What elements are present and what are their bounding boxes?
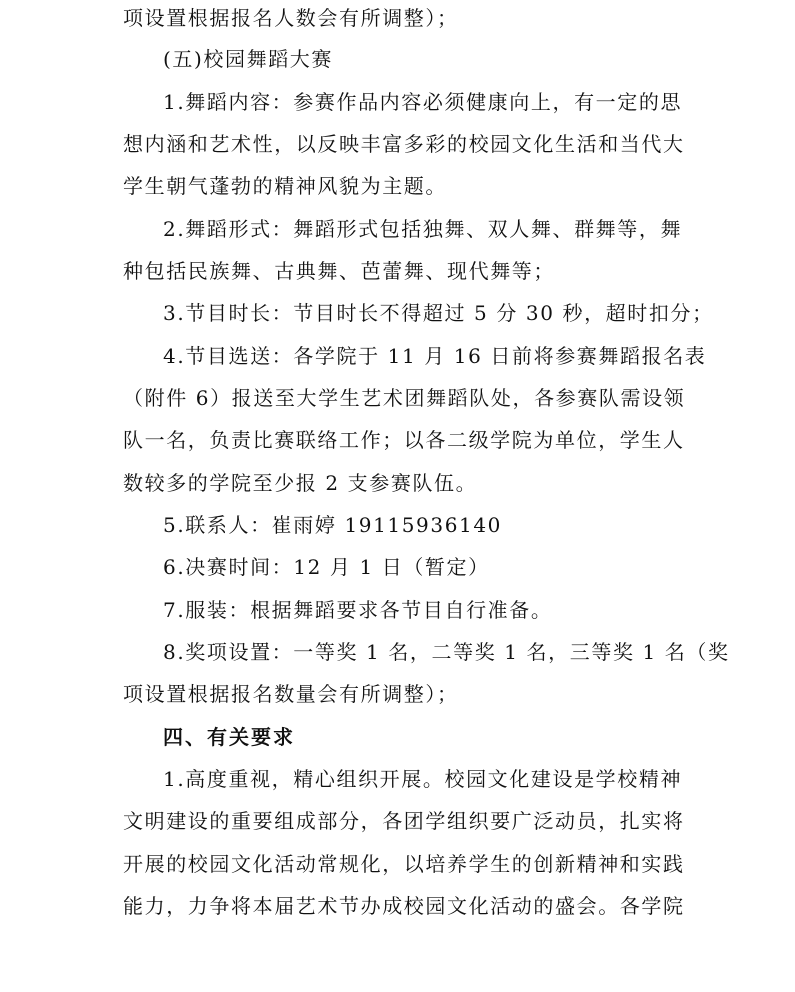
text-line: 项设置根据报名人数会有所调整）； <box>123 6 459 30</box>
text-line: 8.奖项设置：一等奖 1 名，二等奖 1 名，三等奖 1 名（奖 <box>163 640 730 664</box>
text-line: 1.高度重视，精心组织开展。校园文化建设是学校精神 <box>163 767 683 791</box>
text-line: 文明建设的重要组成部分，各团学组织要广泛动员，扎实将 <box>123 809 685 833</box>
text-line: （附件 6）报送至大学生艺术团舞蹈队处，各参赛队需设领 <box>123 386 686 410</box>
text-line: 想内涵和艺术性，以反映丰富多彩的校园文化生活和当代大 <box>123 132 685 156</box>
section-heading: 四、有关要求 <box>163 725 295 749</box>
text-line: 能力，力争将本届艺术节办成校园文化活动的盛会。各学院 <box>123 894 685 918</box>
text-line: 4.节目选送：各学院于 11 月 16 日前将参赛舞蹈报名表 <box>163 344 707 368</box>
text-line: 7.服装：根据舞蹈要求各节目自行准备。 <box>163 598 553 622</box>
text-line: 种包括民族舞、古典舞、芭蕾舞、现代舞等； <box>123 259 555 283</box>
text-line: 5.联系人：崔雨婷 19115936140 <box>163 513 503 537</box>
section-title: (五)校园舞蹈大赛 <box>163 47 334 71</box>
text-line: 队一名，负责比赛联络工作；以各二级学院为单位，学生人 <box>123 428 685 452</box>
text-line: 学生朝气蓬勃的精神风貌为主题。 <box>123 174 447 198</box>
text-line: 项设置根据报名数量会有所调整）； <box>123 682 459 706</box>
text-line: 3.节目时长：节目时长不得超过 5 分 30 秒，超时扣分； <box>163 301 714 325</box>
text-line: 2.舞蹈形式：舞蹈形式包括独舞、双人舞、群舞等，舞 <box>163 217 683 241</box>
text-line: 开展的校园文化活动常规化，以培养学生的创新精神和实践 <box>123 852 685 876</box>
text-line: 1.舞蹈内容：参赛作品内容必须健康向上，有一定的思 <box>163 90 683 114</box>
text-line: 数较多的学院至少报 2 支参赛队伍。 <box>123 471 478 495</box>
text-line: 6.决赛时间：12 月 1 日（暂定） <box>163 555 490 579</box>
